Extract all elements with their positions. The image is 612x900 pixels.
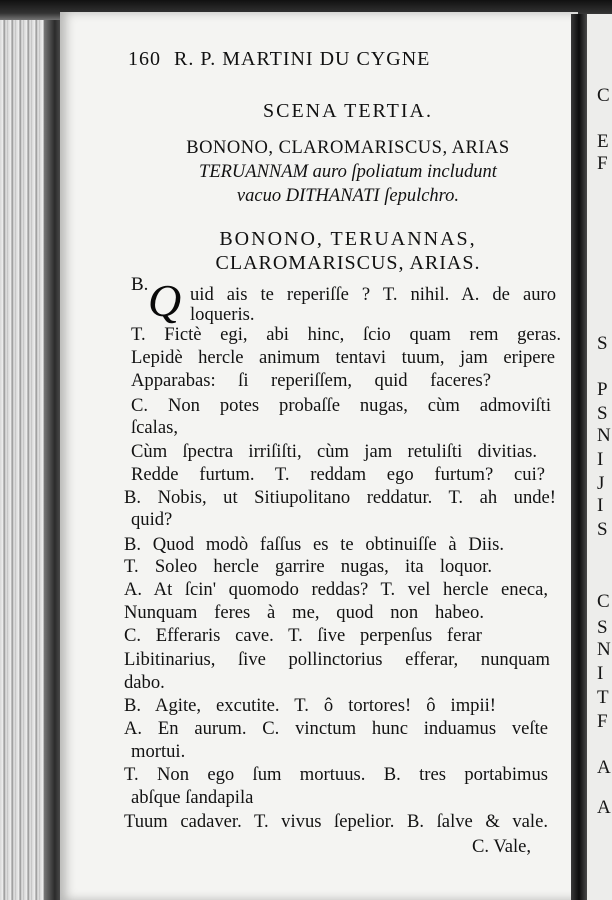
personae-line-1: BONONO, TERUANNAS, <box>219 228 477 250</box>
right-page-letter: S <box>597 519 608 540</box>
right-page-fragment <box>587 14 612 900</box>
book-gutter <box>571 14 587 900</box>
right-page-letter: F <box>597 153 608 174</box>
scene-argument-line-3: vacuo DITHANATI ſepulchro. <box>236 186 460 206</box>
dialogue-line: uid ais te reperiſſe ? T. nihil. A. de auro <box>190 284 556 305</box>
right-page-letter: C <box>597 591 610 612</box>
right-page-letter: C <box>597 85 610 106</box>
drop-cap: Q <box>148 275 182 326</box>
right-page-letter: S <box>597 617 608 638</box>
dialogue-line: Nunquam feres à me, quod non habeo. <box>124 602 484 623</box>
right-page-letter: I <box>597 663 604 684</box>
page-number: 160 <box>128 48 161 70</box>
dialogue-line: Apparabas: ſi reperiſſem, quid faceres? <box>131 370 491 391</box>
dialogue-line: Lepidè hercle animum tentavi tuum, jam eripere <box>131 347 555 368</box>
dialogue-line: B. Nobis, ut Sitiupolitano reddatur. T. ah unde! <box>124 487 556 508</box>
right-page-letter: A <box>597 757 611 778</box>
dialogue-line: loqueris. <box>190 304 255 325</box>
dialogue-line: mortui. <box>131 741 186 762</box>
dialogue-line: C. Vale, <box>472 836 532 857</box>
right-page-letter: N <box>597 639 611 660</box>
dialogue-line: B. Agite, excutite. T. ô tortores! ô impii! <box>124 695 496 716</box>
right-page-letter: T <box>597 687 609 708</box>
personae-line-2: CLAROMARISCUS, ARIAS. <box>215 252 481 274</box>
right-page-letter: N <box>597 425 611 446</box>
scene-title: SCENA TERTIA. <box>263 100 433 122</box>
right-page-letter: S <box>597 333 608 354</box>
scene-argument-line-1: BONONO, CLAROMARISCUS, ARIAS <box>186 138 510 158</box>
right-page-letter: S <box>597 403 608 424</box>
dialogue-line: abſque ſandapila <box>131 787 254 808</box>
dialogue-line: Redde furtum. T. reddam ego furtum? cui? <box>131 464 545 485</box>
scene-argument-line-2: TERUANNAM auro ſpoliatum includunt <box>199 162 497 182</box>
dialogue-line: dabo. <box>124 672 165 693</box>
dialogue-line: T. Fictè egi, abi hinc, ſcio quam rem geras. <box>131 324 561 345</box>
right-page-letter: P <box>597 379 608 400</box>
dialogue-line: A. En aurum. C. vinctum hunc induamus veſte <box>124 718 548 739</box>
running-title: R. P. MARTINI DU CYGNE <box>174 48 431 70</box>
dialogue-line: C. Efferaris cave. T. ſive perpenſus ferar <box>124 625 482 646</box>
dialogue-line: ſcalas, <box>131 417 178 438</box>
speaker-initial: B. <box>131 274 149 295</box>
dialogue-line: quid? <box>131 509 173 530</box>
dialogue-line: Tuum cadaver. T. vivus ſepelior. B. ſalve & vale. <box>124 811 548 832</box>
dialogue-line: A. At ſcin' quomodo reddas? T. vel hercle eneca, <box>124 579 548 600</box>
dialogue-line: Cùm ſpectra irriſiſti, cùm jam retuliſti divitias. <box>131 441 537 462</box>
right-page-letter: I <box>597 495 604 516</box>
right-page-letter: F <box>597 711 608 732</box>
dialogue-line: T. Non ego ſum mortuus. B. tres portabimus <box>124 764 548 785</box>
dialogue-line: T. Soleo hercle garrire nugas, ita loquor. <box>124 556 492 577</box>
right-page-letter: I <box>597 449 604 470</box>
dialogue-line: Libitinarius, ſive pollinctorius efferar, nunquam <box>124 649 550 670</box>
dialogue-line: C. Non potes probaſſe nugas, cùm admoviſti <box>131 395 551 416</box>
running-head <box>128 48 568 71</box>
dialogue-line: B. Quod modò faſſus es te obtinuiſſe à Diis. <box>124 534 504 555</box>
right-page-letter: E <box>597 131 609 152</box>
right-page-letter: A <box>597 797 611 818</box>
right-page-letter: J <box>597 473 605 494</box>
